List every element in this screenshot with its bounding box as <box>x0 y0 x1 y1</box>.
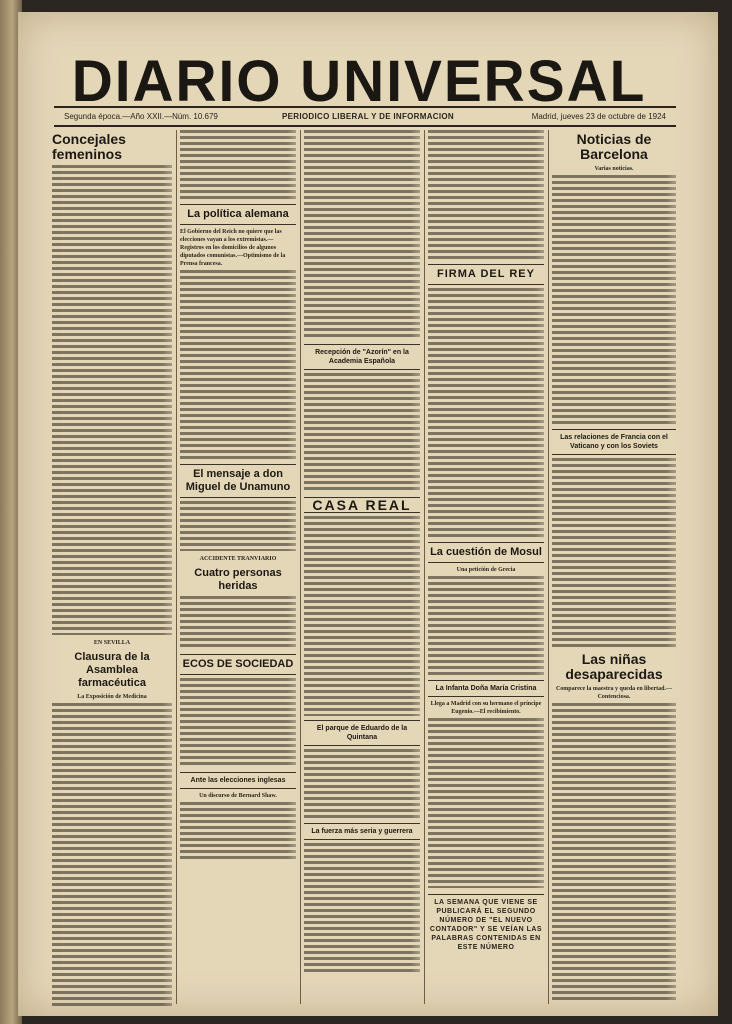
article-body <box>180 130 296 200</box>
bottom-notice: LA SEMANA QUE VIENE SE PUBLICARÁ EL SEGUNDO NÚMERO DE "EL NUEVO CONTADOR" Y SE VEÍAN LAS PALABRAS CONTENIDAS EN ESTE NÚMERO <box>428 894 544 952</box>
headline-cuatro-heridas: Cuatro personas heridas <box>194 567 282 592</box>
column-rule <box>548 130 549 1004</box>
article-body <box>304 373 420 493</box>
column-2 <box>180 128 296 1006</box>
headline-firma-rey: FIRMA DEL REY <box>428 264 544 285</box>
edition-info: Segunda época.—Año XXII.—Núm. 10.679 <box>64 112 218 121</box>
column-rule <box>176 130 177 1004</box>
article-body <box>180 678 296 768</box>
subhead-infanta: Llega a Madrid con su hermano el príncipe Eugenio.—El recibimiento. <box>430 701 542 715</box>
headline-parque: El parque de Eduardo de la Quintana <box>304 720 420 746</box>
headline-mosul: La cuestión de Mosul <box>428 542 544 563</box>
lead-politica-alemana: El Gobierno del Reich no quiere que las elecciones vayan a los extremistas.—Registros en los domicilios de algunos diputados comunistas.—Optimismo de la Prensa francesa. <box>180 229 286 267</box>
article-body <box>304 130 420 340</box>
headline-politica-alemana: La política alemana <box>180 204 296 225</box>
headline-azorin: Recepción de "Azorín" en la Academia Española <box>304 344 420 370</box>
headline-ecos-sociedad: ECOS DE SOCIEDAD <box>180 654 296 675</box>
article-body <box>304 843 420 973</box>
headline-barcelona: Noticias de Barcelona <box>576 131 652 162</box>
article-body <box>428 576 544 676</box>
headline-ninas: Las niñas desaparecidas <box>565 651 663 682</box>
masthead-rule-bottom <box>54 125 676 127</box>
column-4 <box>428 128 544 1006</box>
headline-infanta: La Infanta Doña María Cristina <box>428 680 544 697</box>
article-body <box>52 703 172 1006</box>
article-body <box>428 130 544 260</box>
column-rule <box>300 130 301 1004</box>
masthead-subbar <box>58 108 676 124</box>
article-body <box>304 749 420 819</box>
subhead-ninas: Comparece la maestra y queda en libertad.—Contenciosa. <box>555 686 673 700</box>
column-rule <box>424 130 425 1004</box>
headline-concejales: Concejales femeninos <box>52 131 126 162</box>
headline-francia-vaticano: Las relaciones de Francia con el Vaticano y con los Soviets <box>552 429 676 455</box>
subhead-grecia: Una petición de Grecia <box>456 567 516 573</box>
article-body <box>304 516 420 716</box>
article-body <box>428 288 544 538</box>
article-body <box>52 165 172 635</box>
column-3 <box>304 128 420 1006</box>
article-body <box>180 802 296 862</box>
headline-fuerza: La fuerza más seria y guerrera <box>304 823 420 840</box>
column-1 <box>52 128 172 1006</box>
newspaper-page <box>18 12 718 1016</box>
article-body <box>552 175 676 425</box>
article-body <box>180 596 296 650</box>
article-body <box>428 718 544 888</box>
article-body <box>552 703 676 1003</box>
subhead-bernard-shaw: Un discurso de Bernard Shaw. <box>199 793 277 799</box>
article-body <box>180 501 296 551</box>
article-body <box>180 270 296 460</box>
column-5 <box>552 128 676 1006</box>
headline-unamuno: El mensaje a don Miguel de Unamuno <box>180 464 296 498</box>
headline-casa-real: CASA REAL <box>304 497 420 513</box>
dateline: Madrid, jueves 23 de octubre de 1924 <box>531 112 666 121</box>
masthead-title: DIARIO UNIVERSAL <box>71 49 647 114</box>
tagline: PERIODICO LIBERAL Y DE INFORMACION <box>282 112 454 121</box>
headline-elecciones-inglesas: Ante las elecciones inglesas <box>180 772 296 789</box>
kicker-varias: Varias noticias. <box>594 166 634 172</box>
subhead-exposicion: La Exposición de Medicina <box>77 694 147 700</box>
article-body <box>552 458 676 648</box>
headline-asamblea: Clausura de la Asamblea farmacéutica <box>74 651 150 689</box>
kicker-sevilla: EN SEVILLA <box>93 640 131 646</box>
kicker-accidente: ACCIDENTE TRANVIARIO <box>199 556 277 562</box>
